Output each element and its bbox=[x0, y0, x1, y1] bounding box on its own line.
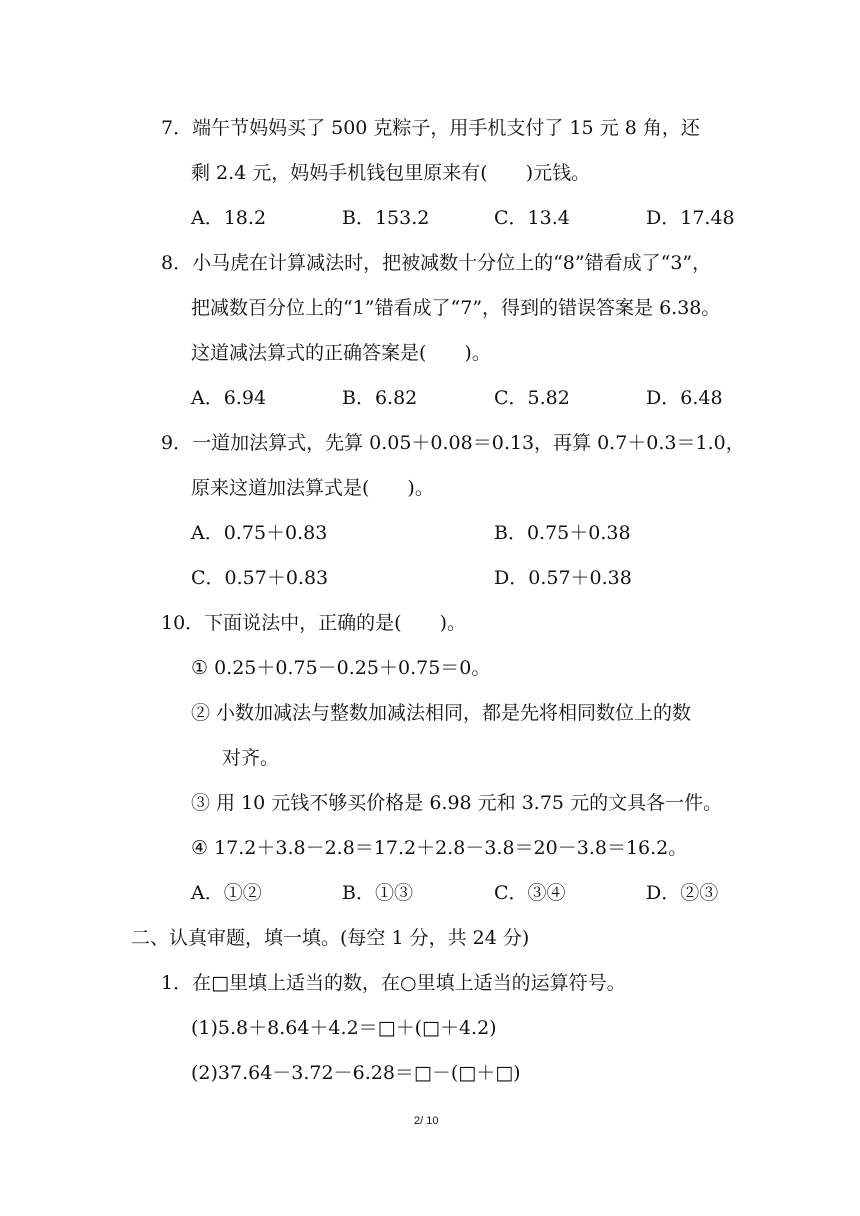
q7-line-2: 剩 2.4 元，妈妈手机钱包里原来有( )元钱。 bbox=[191, 162, 591, 184]
q9-line-1: 9．一道加法算式，先算 0.05＋0.08＝0.13，再算 0.7＋0.3＝1.0， bbox=[161, 432, 745, 454]
q7-line-1: 7．端午节妈妈买了 500 克粽子，用手机支付了 15 元 8 角，还 bbox=[161, 117, 700, 139]
s2-q1-part-1: (1)5.8＋8.64＋4.2＝□＋(□＋4.2) bbox=[191, 1017, 497, 1039]
q9-option-c: C．0.57＋0.83 bbox=[191, 567, 329, 589]
q8-option-a: A．6.94 bbox=[191, 387, 267, 409]
q10-statement-1: ① 0.25＋0.75－0.25＋0.75＝0。 bbox=[191, 657, 491, 679]
q7-option-d: D．17.48 bbox=[646, 207, 735, 229]
q9-option-d: D．0.57＋0.38 bbox=[494, 567, 632, 589]
q8-line-3: 这道减法算式的正确答案是( )。 bbox=[191, 342, 491, 364]
q10-statement-3: ③ 用 10 元钱不够买价格是 6.98 元和 3.75 元的文具各一件。 bbox=[191, 792, 723, 814]
q8-line-2: 把减数百分位上的“1”错看成了“7”，得到的错误答案是 6.38。 bbox=[191, 297, 721, 319]
q7-option-a: A．18.2 bbox=[191, 207, 267, 229]
q8-option-b: B．6.82 bbox=[342, 387, 418, 409]
s2-q1-part-2: (2)37.64－3.72－6.28＝□－(□＋□) bbox=[191, 1062, 521, 1084]
q10-option-d: D．②③ bbox=[646, 882, 719, 904]
s2-q1-text: 1．在□里填上适当的数，在○里填上适当的运算符号。 bbox=[161, 972, 626, 994]
q7-option-b: B．153.2 bbox=[342, 207, 430, 229]
q9-option-b: B．0.75＋0.38 bbox=[494, 522, 631, 544]
q10-option-a: A．①② bbox=[191, 882, 262, 904]
q8-line-1: 8．小马虎在计算减法时，把被减数十分位上的“8”错看成了“3”， bbox=[161, 252, 712, 274]
page-number: 2/ 10 bbox=[414, 1115, 439, 1127]
q10-statement-4: ④ 17.2＋3.8－2.8＝17.2＋2.8－3.8＝20－3.8＝16.2。 bbox=[191, 837, 688, 859]
q9-option-a: A．0.75＋0.83 bbox=[191, 522, 328, 544]
q10-statement-2-continued: 对齐。 bbox=[222, 747, 280, 769]
q10-option-c: C．③④ bbox=[494, 882, 566, 904]
q8-option-d: D．6.48 bbox=[646, 387, 723, 409]
q7-option-c: C．13.4 bbox=[494, 207, 570, 229]
q10-statement-2: ② 小数加减法与整数加减法相同，都是先将相同数位上的数 bbox=[191, 702, 692, 724]
q10-line-1: 10．下面说法中，正确的是( )。 bbox=[161, 612, 467, 634]
q10-option-b: B．①③ bbox=[342, 882, 413, 904]
q9-line-2: 原来这道加法算式是( )。 bbox=[191, 477, 434, 499]
section-2-heading: 二、认真审题，填一填。(每空 1 分，共 24 分) bbox=[131, 927, 530, 949]
q8-option-c: C．5.82 bbox=[494, 387, 570, 409]
